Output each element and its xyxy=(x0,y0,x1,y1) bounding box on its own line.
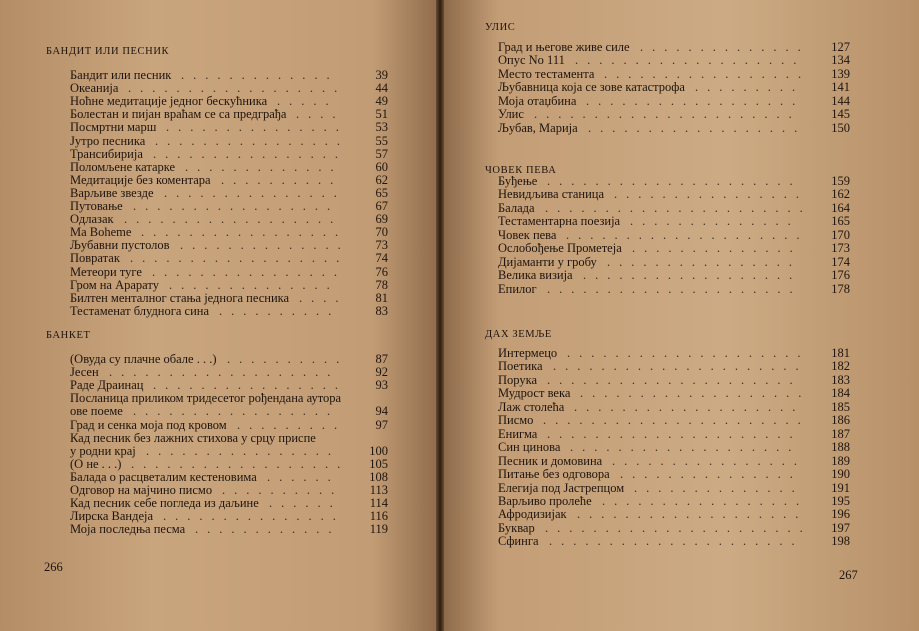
toc-entry xyxy=(498,241,850,255)
dot-leader: .................. xyxy=(128,81,347,96)
toc-entry-title: Медитације без коментара xyxy=(70,172,211,187)
toc-entry-page: 181 xyxy=(831,346,850,360)
dot-leader: ................... xyxy=(109,365,340,380)
dot-leader: ......... xyxy=(695,80,805,95)
toc-entry xyxy=(70,134,388,148)
dot-leader: ................ xyxy=(155,133,349,148)
toc-entry-page: 44 xyxy=(375,81,388,96)
toc-entry-page: 145 xyxy=(831,107,850,122)
toc-entry-page: 100 xyxy=(369,443,388,458)
toc-entry xyxy=(70,291,388,305)
toc-entry-title: Лаж столећа xyxy=(498,399,565,414)
toc-entry xyxy=(70,120,388,134)
toc-entry xyxy=(70,378,388,392)
toc-entry-page: 94 xyxy=(375,404,388,419)
toc-entry-title: Сфинга xyxy=(498,534,539,549)
toc-entry-page: 87 xyxy=(375,352,388,366)
toc-entry-title: Љубавница која се зове катастрофа xyxy=(498,80,685,95)
toc-entry-page: 119 xyxy=(369,522,388,537)
page-number: 266 xyxy=(44,560,63,574)
toc-entry-page: 81 xyxy=(375,290,388,305)
toc-entry-title: Кад песник без лажних стихова у срцу приспе xyxy=(70,430,316,445)
toc-entry-title: Велика визија xyxy=(498,268,573,283)
toc-entry xyxy=(70,457,388,471)
dot-leader: ................ xyxy=(614,187,808,202)
toc-entry-page: 198 xyxy=(831,534,850,549)
toc-entry-title: Поломљене катарке xyxy=(70,159,176,174)
toc-entry-page: 108 xyxy=(369,469,388,484)
toc-entry xyxy=(498,507,850,521)
toc-entry xyxy=(70,265,388,279)
toc-entry-page: 182 xyxy=(831,359,850,374)
toc-entry-page: 97 xyxy=(375,417,388,432)
toc-entry-page: 105 xyxy=(369,456,388,471)
toc-entry-page: 74 xyxy=(375,251,388,266)
toc-entry-page: 162 xyxy=(831,187,850,202)
toc-entry-page: 197 xyxy=(831,520,850,535)
toc-entry xyxy=(498,359,850,373)
toc-entry-page: 73 xyxy=(375,238,388,253)
toc-entry-page: 191 xyxy=(831,480,850,495)
toc-entry xyxy=(498,467,850,481)
toc-entry xyxy=(70,160,388,174)
toc-entry-page: 53 xyxy=(375,120,388,135)
dot-leader: .............. xyxy=(640,40,810,54)
toc-entry xyxy=(498,481,850,495)
toc-entry xyxy=(70,418,388,432)
dot-leader: .............. xyxy=(169,277,339,292)
toc-entry-page: 78 xyxy=(375,277,388,292)
toc-entry-title: Трансибирија xyxy=(70,146,143,161)
dot-leader: ................. xyxy=(133,404,340,419)
toc-entry xyxy=(70,173,388,187)
dot-leader: ................ xyxy=(153,378,347,393)
toc-entry-title: Епилог xyxy=(498,281,537,296)
dot-leader: ..................... xyxy=(547,281,802,296)
toc-entry xyxy=(70,186,388,200)
toc-entry-page: 69 xyxy=(375,212,388,227)
toc-entry-title: Балада о расцветалим кестеновима xyxy=(70,469,257,484)
toc-entry-title: Опус No 111 xyxy=(498,53,565,68)
toc-entry-page: 51 xyxy=(375,107,388,122)
dot-leader: .................. xyxy=(586,93,805,108)
toc-entry xyxy=(70,391,388,405)
toc-entry xyxy=(70,251,388,265)
toc-entry-page: 60 xyxy=(375,159,388,174)
toc-entry-title: Гром на Арарату xyxy=(70,277,159,292)
toc-entry-title: Јутро песника xyxy=(70,133,146,148)
toc-entry-page: 49 xyxy=(375,94,388,109)
dot-leader: ..................... xyxy=(547,426,802,441)
toc-entry xyxy=(498,94,850,108)
toc-entry-page: 67 xyxy=(375,199,388,213)
toc-entry-title: Место тестамента xyxy=(498,66,595,81)
toc-entry xyxy=(498,282,850,296)
dot-leader: .............. xyxy=(630,214,800,229)
toc-entry-page: 141 xyxy=(831,80,850,95)
dot-leader: ............... xyxy=(166,120,348,135)
left-page xyxy=(0,0,438,631)
toc-entry-title: Балада xyxy=(498,200,535,215)
dot-leader: .......... xyxy=(222,483,344,497)
dot-leader: ..................... xyxy=(547,174,802,188)
toc-entry-page: 188 xyxy=(831,440,850,455)
toc-entry-page: 184 xyxy=(831,386,850,401)
toc-entry-page: 185 xyxy=(831,399,850,414)
toc-entry-title: Град и сенка моја под кровом xyxy=(70,417,227,432)
right-page xyxy=(441,0,919,631)
toc-entry-page: 116 xyxy=(369,509,388,524)
toc-entry xyxy=(498,80,850,94)
toc-entry xyxy=(70,444,388,458)
toc-entry-title: Варљиво пролеће xyxy=(498,493,592,508)
toc-entry-title: Одговор на мајчино писмо xyxy=(70,483,213,497)
toc-entry-title: Улис xyxy=(498,107,524,122)
toc-entry xyxy=(70,522,388,536)
toc-entry-title: Син цинова xyxy=(498,440,561,455)
dot-leader: .............. xyxy=(634,480,804,495)
dot-leader: .............. xyxy=(180,238,350,253)
toc-entry-title: Питање без одговора xyxy=(498,467,610,482)
section-heading: БАНКЕТ xyxy=(46,330,91,341)
toc-entry-title: Афродизијак xyxy=(498,507,567,522)
section-heading: УЛИС xyxy=(485,22,516,33)
toc-entry-page: 176 xyxy=(831,268,850,283)
toc-entry xyxy=(70,107,388,121)
toc-entry-title: Метеори туге xyxy=(70,264,142,279)
toc-entry-title: Ноћне медитације једног бескућника xyxy=(70,94,268,109)
toc-entry xyxy=(498,373,850,387)
dot-leader: ...................... xyxy=(545,520,812,535)
toc-entry xyxy=(70,404,388,418)
toc-entry xyxy=(498,413,850,427)
toc-entry-title: Моја отаџбина xyxy=(498,93,577,108)
dot-leader: .................. xyxy=(124,212,343,227)
toc-entry-page: 170 xyxy=(831,227,850,242)
toc-entry-page: 150 xyxy=(831,120,850,135)
toc-entry xyxy=(498,228,850,242)
toc-entry-title: Буквар xyxy=(498,520,535,535)
toc-entry-title: Ослобођење Прометеја xyxy=(498,241,622,256)
toc-entry xyxy=(70,278,388,292)
toc-entry-page: 62 xyxy=(375,172,388,187)
toc-entry-title: Повратак xyxy=(70,251,120,266)
section-heading: БАНДИТ ИЛИ ПЕСНИК xyxy=(46,46,170,57)
toc-entry-title: Билтен менталног стања једнога песника xyxy=(70,290,290,305)
dot-leader: .......... xyxy=(219,303,341,318)
toc-entry-title: Тестаменат блуднога сина xyxy=(70,303,210,318)
toc-entry-page: 114 xyxy=(369,496,388,511)
toc-entry-page: 134 xyxy=(831,53,850,68)
dot-leader: ...................... xyxy=(545,200,812,215)
section-heading: ДАХ ЗЕМЉЕ xyxy=(485,329,552,340)
toc-entry xyxy=(70,431,388,445)
toc-entry-title: Путовање xyxy=(70,199,123,213)
dot-leader: ................. xyxy=(141,225,348,240)
page-number: 267 xyxy=(839,568,858,582)
toc-entry-page: 55 xyxy=(375,133,388,148)
dot-leader: ......... xyxy=(237,417,347,432)
toc-entry-page: 195 xyxy=(831,493,850,508)
toc-entry-page: 186 xyxy=(831,413,850,428)
toc-entry-page: 183 xyxy=(831,372,850,387)
toc-entry-title: Човек пева xyxy=(498,227,557,242)
toc-entry xyxy=(498,121,850,135)
toc-entry xyxy=(498,255,850,269)
dot-leader: ............. xyxy=(185,159,343,174)
toc-entry xyxy=(498,201,850,215)
toc-entry xyxy=(70,470,388,484)
toc-entry xyxy=(498,67,850,81)
toc-entry xyxy=(70,496,388,510)
toc-entry-page: 144 xyxy=(831,93,850,108)
toc-entry-title: Писмо xyxy=(498,413,534,428)
toc-entry-title: Одлазак xyxy=(70,212,114,227)
toc-entry-title: Болестан и пијан враћам се са предграђа xyxy=(70,107,287,122)
toc-entry-page: 174 xyxy=(831,254,850,269)
toc-entry-page: 83 xyxy=(375,303,388,318)
dot-leader: ............... xyxy=(163,509,345,524)
toc-entry xyxy=(70,212,388,226)
dot-leader: .................. xyxy=(583,268,802,283)
toc-entry-page: 189 xyxy=(831,453,850,468)
toc-entry-title: ове поеме xyxy=(70,404,123,419)
dot-leader: ................ xyxy=(152,264,346,279)
toc-entry-title: Лирска Вандеја xyxy=(70,509,154,524)
toc-entry xyxy=(498,494,850,508)
dot-leader: ...................... xyxy=(534,107,801,122)
toc-entry xyxy=(70,199,388,213)
toc-entry-title: Песник и домовина xyxy=(498,453,603,468)
dot-leader: ................... xyxy=(580,386,811,401)
toc-entry-page: 39 xyxy=(375,68,388,82)
toc-entry-title: Дијаманти у гробу xyxy=(498,254,597,269)
toc-entry xyxy=(70,68,388,82)
toc-entry-title: Кад песник себе погледа из даљине xyxy=(70,496,259,511)
dot-leader: ............... xyxy=(620,467,802,482)
toc-entry-title: Буђење xyxy=(498,174,538,188)
dot-leader: ................. xyxy=(602,493,809,508)
toc-entry-page: 164 xyxy=(831,200,850,215)
toc-entry-page: 196 xyxy=(831,507,850,522)
toc-entry xyxy=(498,53,850,67)
toc-entry-title: Невидљива станица xyxy=(498,187,605,202)
dot-leader: .................. xyxy=(588,120,807,135)
toc-entry xyxy=(498,454,850,468)
dot-leader: ..................... xyxy=(547,372,802,387)
dot-leader: .............. xyxy=(632,241,802,256)
toc-entry-title: Бандит или песник xyxy=(70,68,172,82)
toc-entry xyxy=(498,534,850,548)
toc-entry-title: (О не . . .) xyxy=(70,456,122,471)
toc-entry xyxy=(70,365,388,379)
section-heading: ЧОВЕК ПЕВА xyxy=(485,165,557,176)
toc-entry-page: 92 xyxy=(375,365,388,380)
dot-leader: ..... xyxy=(277,94,338,109)
toc-entry-title: Посмртни марш xyxy=(70,120,157,135)
dot-leader: ................ xyxy=(612,453,806,468)
dot-leader: ................ xyxy=(153,146,347,161)
toc-entry-title: Град и његове живе силе xyxy=(498,40,630,54)
toc-entry-title: Јесен xyxy=(70,365,99,380)
toc-entry xyxy=(70,94,388,108)
toc-entry-title: Океанија xyxy=(70,81,119,96)
toc-entry xyxy=(70,352,388,366)
toc-entry xyxy=(498,521,850,535)
toc-entry xyxy=(498,187,850,201)
toc-entry-title: Моја последња песма xyxy=(70,522,186,537)
dot-leader: .................... xyxy=(567,346,810,360)
dot-leader: ................... xyxy=(577,507,808,522)
toc-entry-page: 139 xyxy=(831,66,850,81)
dot-leader: ................... xyxy=(575,53,806,68)
toc-entry-page: 127 xyxy=(831,40,850,54)
toc-entry xyxy=(70,81,388,95)
toc-entry-title: Енигма xyxy=(498,426,538,441)
dot-leader: ................ xyxy=(607,254,801,269)
dot-leader: ..................... xyxy=(553,359,808,374)
toc-entry xyxy=(498,386,850,400)
toc-entry-page: 187 xyxy=(831,426,850,441)
dot-leader: ................. xyxy=(604,66,811,81)
toc-entry-title: Посланица приликом тридесетог рођендана аутора xyxy=(70,391,342,406)
toc-entry-title: Елегија под Јастрепцом xyxy=(498,480,625,495)
toc-entry-title: Тестаментарна поезија xyxy=(498,214,621,229)
dot-leader: ..................... xyxy=(549,534,804,549)
toc-entry-page: 76 xyxy=(375,264,388,279)
dot-leader: ............ xyxy=(195,522,341,537)
dot-leader: ................... xyxy=(570,440,801,455)
dot-leader: ...................... xyxy=(543,413,810,428)
dot-leader: .......... xyxy=(227,352,349,366)
dot-leader: .... xyxy=(296,107,345,122)
toc-entry xyxy=(498,107,850,121)
dot-leader: ............... xyxy=(164,185,346,200)
toc-entry-page: 173 xyxy=(831,241,850,256)
toc-entry xyxy=(498,174,850,188)
book-gutter xyxy=(436,0,444,631)
toc-entry-page: 178 xyxy=(831,281,850,296)
dot-leader: .... xyxy=(299,290,348,305)
toc-entry-page: 65 xyxy=(375,185,388,200)
dot-leader: ............. xyxy=(181,68,339,82)
toc-entry xyxy=(70,147,388,161)
toc-entry-title: Варљиве звезде xyxy=(70,185,154,200)
toc-entry xyxy=(498,440,850,454)
toc-entry-title: Ma Boheme xyxy=(70,225,132,240)
toc-entry xyxy=(70,304,388,318)
toc-entry-page: 113 xyxy=(369,483,388,497)
toc-entry-title: Мудрост века xyxy=(498,386,571,401)
toc-entry xyxy=(498,346,850,360)
toc-entry xyxy=(498,268,850,282)
toc-entry xyxy=(498,400,850,414)
toc-entry-page: 93 xyxy=(375,378,388,393)
dot-leader: .................. xyxy=(131,456,350,471)
toc-entry-title: Љубавни пустолов xyxy=(70,238,170,253)
dot-leader: .................. xyxy=(130,251,349,266)
toc-entry-title: Порука xyxy=(498,372,538,387)
toc-entry-title: Интермецо xyxy=(498,346,558,360)
toc-entry-page: 70 xyxy=(375,225,388,240)
dot-leader: ...... xyxy=(267,469,340,484)
dot-leader: .......... xyxy=(221,172,343,187)
toc-entry-page: 159 xyxy=(831,174,850,188)
toc-entry-page: 190 xyxy=(831,467,850,482)
toc-entry-title: (Овуда су плачне обале . . .) xyxy=(70,352,217,366)
toc-entry-title: Љубав, Марија xyxy=(498,120,578,135)
toc-entry xyxy=(70,509,388,523)
dot-leader: ................ xyxy=(146,443,340,458)
toc-entry xyxy=(498,427,850,441)
toc-entry-title: у родни крај xyxy=(70,443,136,458)
toc-entry xyxy=(498,40,850,54)
toc-entry xyxy=(70,483,388,497)
dot-leader: .................... xyxy=(566,227,809,242)
dot-leader: ...... xyxy=(269,496,342,511)
toc-entry xyxy=(498,214,850,228)
toc-entry-title: Поетика xyxy=(498,359,543,374)
toc-entry-page: 165 xyxy=(831,214,850,229)
toc-entry xyxy=(70,238,388,252)
toc-entry xyxy=(70,225,388,239)
dot-leader: ................... xyxy=(574,399,805,414)
toc-entry-page: 57 xyxy=(375,146,388,161)
dot-leader: ................. xyxy=(133,199,340,213)
toc-entry-title: Раде Драинац xyxy=(70,378,144,393)
